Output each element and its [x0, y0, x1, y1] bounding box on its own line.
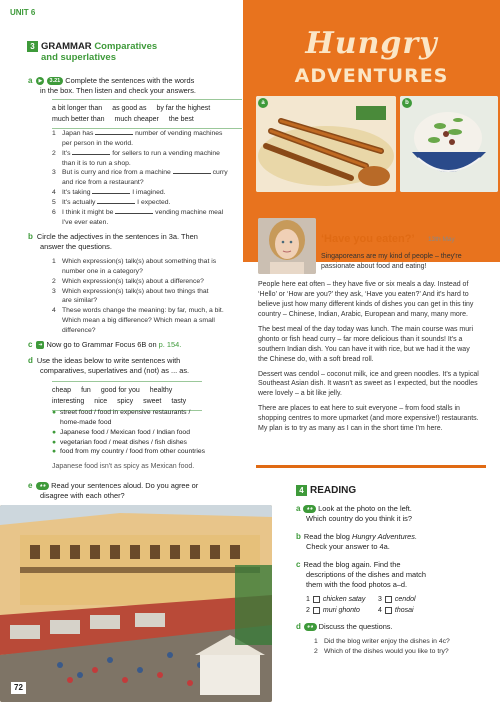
blog-name: Hungry Adventures.: [351, 532, 418, 541]
idea-text: food from my country / food from other countries: [60, 448, 206, 456]
dish-item: [306, 605, 378, 616]
play-audio-icon[interactable]: ▶: [36, 77, 44, 85]
answer-blank[interactable]: [72, 149, 110, 155]
dish-item: [378, 594, 450, 605]
sentence-item: [52, 149, 247, 169]
exercise-4d: [296, 622, 486, 632]
item-number: 2: [52, 149, 56, 157]
exercise-letter: a: [296, 504, 301, 513]
sentence-start: It's: [62, 149, 73, 157]
question-item: [314, 637, 494, 647]
word-option: nice: [94, 398, 108, 406]
question-line: are similar?: [62, 297, 98, 305]
food-photo-b: [400, 96, 498, 192]
audio-track-badge: 3.21: [47, 77, 64, 85]
sentence-text: [62, 168, 228, 188]
answer-checkbox[interactable]: [385, 596, 392, 603]
speaking-icon: ◕◕: [303, 505, 316, 513]
sentence-text: [62, 149, 220, 169]
question-item: [52, 287, 247, 307]
singapore-street-photo: [0, 505, 272, 702]
question-line: Which expression(s) talk(s) about something that is: [62, 258, 217, 265]
sentence-text: [62, 208, 223, 228]
arrow-icon: ➜: [38, 342, 43, 349]
sentence-item: [52, 208, 247, 228]
sentence-end: number of vending machines: [133, 130, 223, 137]
sentence-text: [62, 188, 166, 198]
banner-title-hungry: Hungry: [305, 26, 438, 61]
dish-name: thosai: [394, 607, 414, 615]
word-option: sweet: [143, 398, 162, 406]
word-option: tasty: [171, 398, 187, 406]
grammar-subtitle-1: Comparatives: [94, 41, 158, 52]
word-box-row: [52, 114, 242, 125]
portrait-illustration: [258, 218, 316, 274]
instruction-line: them with the food photos a–d.: [306, 580, 408, 590]
grammar-subtitle-2: and superlatives: [41, 51, 116, 63]
dish-name: chicken satay: [322, 596, 366, 603]
reading-question-list: [314, 637, 494, 657]
blog-paragraph: Dessert was cendol – coconut milk, ice and green noodles. It's a typical Southeast Asian dish. It wasn't as sweet as I expected, but the noodles were lovely – a bit like jelly.: [258, 370, 479, 398]
food-photo-a: [256, 96, 396, 192]
instruction-line: Check your answer to 4a.: [306, 542, 390, 552]
question-text: [62, 287, 209, 307]
instruction-line: answer the questions.: [40, 242, 112, 252]
instruction-line: Read the blog again. Find the: [303, 560, 401, 569]
sentence-start: It's actually: [62, 198, 98, 206]
item-number: 3: [52, 169, 56, 177]
section-number: 4: [296, 485, 307, 496]
cendol-illustration: [400, 96, 498, 192]
idea-text: Japanese food / Mexican food / Indian food: [60, 428, 190, 436]
word-box: [52, 99, 242, 129]
grammar-title: GRAMMAR: [41, 41, 92, 52]
blog-paragraph: The best meal of the day today was lunch. The main course was muri ghonto or fish head curry – far more delicious than it sounds! It's a southern Indian dish. You can have it with rice, but we had it the way the Chinese do, with a soft bread roll.: [258, 325, 474, 363]
exercise-3b: [28, 232, 250, 252]
item-number: 1: [52, 130, 56, 137]
word-option: spicy: [117, 398, 134, 406]
exercise-3d: [28, 356, 250, 376]
instruction-line: in the box. Then listen and check your answers.: [40, 86, 196, 96]
exercise-letter: d: [296, 622, 301, 631]
item-number: 2: [52, 277, 56, 285]
word-box-row: [52, 103, 242, 114]
item-number: 4: [52, 189, 56, 197]
word-option: fun: [81, 387, 91, 394]
page-link[interactable]: p. 154.: [158, 340, 182, 349]
answer-blank[interactable]: [95, 129, 133, 135]
exercise-letter: d: [28, 356, 33, 365]
sentence-continuation: per person in the world.: [62, 139, 134, 147]
question-text: Did the blog writer enjoy the dishes in 4c?: [324, 638, 450, 645]
item-number: 1: [306, 596, 310, 603]
idea-item: [52, 408, 252, 418]
question-line: Which expression(s) talk(s) about two things that: [62, 287, 209, 295]
page-number: 72: [11, 682, 26, 694]
sentence-end: for sellers to run a vending machine: [110, 149, 220, 157]
question-item: [52, 277, 247, 287]
instruction-line: Read your sentences aloud. Do you agree or: [51, 481, 199, 490]
word-box-row: [52, 385, 202, 396]
question-item: [314, 647, 494, 657]
word-option: good for you: [100, 387, 140, 394]
word-option: much cheaper: [114, 116, 159, 124]
word-option: a bit longer than: [52, 105, 103, 112]
instruction-line: Which country do you think it is?: [306, 514, 412, 524]
item-number: 2: [314, 647, 318, 655]
item-number: 4: [378, 607, 382, 615]
item-number: 3: [52, 287, 56, 295]
item-number: 5: [52, 198, 56, 206]
blogger-portrait: [258, 218, 316, 274]
question-item: [52, 306, 247, 336]
instruction-line: disagree with each other?: [40, 491, 125, 501]
question-text: Which of the dishes would you like to try?: [324, 647, 449, 655]
idea-item: [52, 447, 252, 457]
instruction-text: Discuss the questions.: [318, 622, 393, 631]
instruction-line: Use the ideas below to write sentences with: [36, 356, 181, 365]
sentence-end: curry: [210, 169, 228, 177]
idea-list: [52, 408, 252, 457]
word-option: healthy: [149, 387, 173, 394]
street-illustration: [0, 505, 272, 702]
section-number: 3: [27, 41, 38, 52]
bullet-icon: ●: [52, 428, 57, 436]
exercise-letter: e: [28, 481, 33, 490]
instruction-line: comparatives, superlatives and (not) as ... as.: [40, 366, 190, 376]
question-item: [52, 257, 247, 277]
blog-intro: Singaporeans are my kind of people – they're passionate about food and eating!: [321, 253, 462, 270]
question-text: [62, 257, 216, 277]
exercise-letter: a: [28, 76, 33, 85]
question-line: Which mean a big difference? Which mean a small: [62, 317, 215, 325]
sentence-continuation: I've ever eaten.: [62, 218, 109, 226]
sentence-continuation: and rice from a restaurant?: [62, 179, 144, 187]
answer-blank[interactable]: [173, 168, 211, 174]
answer-blank[interactable]: [97, 198, 135, 204]
bullet-icon: [52, 418, 60, 428]
question-line: difference?: [62, 326, 96, 334]
photo-tag-b: b: [402, 98, 412, 108]
word-option: as good as: [112, 105, 147, 112]
sentence-item: [52, 188, 247, 198]
word-option: by far the highest: [156, 105, 211, 112]
speaking-icon: ◕◕: [304, 623, 317, 631]
exercise-3c: [28, 340, 250, 350]
exercise-4a: [296, 504, 486, 524]
question-text: [62, 306, 224, 336]
word-box-2: [52, 381, 202, 411]
sentence-start: It's taking: [62, 189, 93, 197]
item-number: 1: [52, 258, 56, 265]
speaking-icon: ◕◕: [36, 482, 49, 490]
exercise-letter: b: [296, 532, 301, 541]
word-box-row: [52, 396, 202, 407]
exercise-letter: c: [28, 340, 33, 349]
question-text: [62, 277, 204, 287]
idea-item: [52, 418, 252, 428]
exercise-3e: [28, 481, 250, 501]
exercise-3a: [28, 76, 245, 96]
answer-checkbox[interactable]: [313, 596, 320, 603]
sentence-item: [52, 198, 247, 208]
answer-checkbox[interactable]: [313, 607, 320, 614]
idea-text: street food / food in expensive restaurants /: [60, 409, 191, 416]
idea-text: vegetarian food / meat dishes / fish dishes: [60, 438, 187, 446]
word-option: interesting: [52, 398, 85, 406]
question-line: Which expression(s) talk(s) about a difference?: [62, 277, 204, 285]
item-number: 6: [52, 208, 56, 216]
bullet-icon: ●: [52, 438, 57, 446]
dish-checklist: [306, 594, 466, 616]
blog-paragraph: People here eat often – they have five or six meals a day. Instead of ‘Hello’ or ‘How are you?’ they ask, ‘Have you eaten?’ And it's hard to believe just how many different kinds of dishes you can get in this tiny country – Chinese, Indian, Arabic, European and many, many more.: [258, 281, 474, 318]
sentence-item: [52, 129, 247, 149]
instruction-line: Complete the sentences with the words: [65, 76, 195, 85]
item-number: 2: [306, 607, 310, 615]
sentence-list: [52, 129, 247, 227]
sentence-end: I imagined.: [130, 189, 166, 197]
photo-tag-a: a: [258, 98, 268, 108]
sentence-text: [62, 198, 170, 208]
blog-date: 13th May: [428, 236, 455, 243]
bullet-icon: ●: [52, 409, 57, 416]
reading-title: READING: [310, 485, 357, 496]
idea-item: [52, 438, 252, 448]
item-number: 1: [314, 638, 318, 645]
blog-body: [258, 280, 480, 439]
exercise-letter: b: [28, 232, 33, 241]
instruction-text: Read the blog: [303, 532, 350, 541]
question-line: number one in a category?: [62, 267, 143, 275]
idea-item: [52, 428, 252, 438]
item-number: 4: [52, 307, 56, 315]
instruction-line: Look at the photo on the left.: [318, 504, 412, 513]
sentence-text: [62, 129, 222, 149]
exercise-letter: c: [296, 560, 301, 569]
question-list: [52, 257, 247, 336]
dish-row: [306, 605, 466, 616]
answer-checkbox[interactable]: [385, 607, 392, 614]
sentence-end: vending machine meal: [153, 208, 224, 216]
dish-name: muri ghonto: [322, 607, 360, 615]
unit-label: UNIT 6: [10, 8, 36, 17]
sentence-start: Japan has: [62, 130, 96, 137]
reading-heading: [296, 484, 356, 497]
dish-item: [378, 605, 450, 616]
sentence-start: I think it might be: [62, 208, 116, 216]
idea-text: home-made food: [60, 418, 112, 426]
dish-item: [306, 594, 378, 605]
instruction-text: Now go to Grammar Focus 6B on: [46, 340, 157, 349]
grammar-heading: [27, 41, 157, 64]
dish-row: [306, 594, 466, 605]
example-sentence: Japanese food isn't as spicy as Mexican food.: [52, 463, 195, 470]
instruction-line: Circle the adjectives in the sentences in 3a. Then: [36, 232, 198, 241]
answer-blank[interactable]: [115, 208, 153, 214]
sentence-item: [52, 168, 247, 188]
sentence-end: I expected.: [135, 198, 171, 206]
banner-title-adventures: ADVENTURES: [294, 65, 449, 87]
word-option: cheap: [52, 387, 72, 394]
word-option: much better than: [52, 116, 105, 124]
bullet-icon: ●: [52, 448, 57, 456]
sentence-start: But is curry and rice from a machine: [62, 169, 173, 177]
word-option: the best: [168, 116, 194, 124]
blog-title: ‘Have you eaten?’: [321, 233, 415, 245]
blog-paragraph: There are places to eat here to suit everyone – from food stalls in shopping centres to more upmarket (and more expensive!) restaurants. My plan is to try as many as I can in the short time I'm here.: [258, 405, 479, 433]
satay-illustration: [256, 96, 396, 192]
question-line: These words change the meaning: by far, much, a bit.: [62, 307, 224, 315]
dish-name: cendol: [394, 596, 416, 603]
answer-blank[interactable]: [92, 188, 130, 194]
item-number: 3: [378, 596, 382, 603]
sentence-continuation: than it is to run a shop.: [62, 159, 131, 167]
exercise-4c: [296, 560, 486, 590]
instruction-line: descriptions of the dishes and match: [306, 570, 426, 580]
exercise-4b: [296, 532, 486, 552]
